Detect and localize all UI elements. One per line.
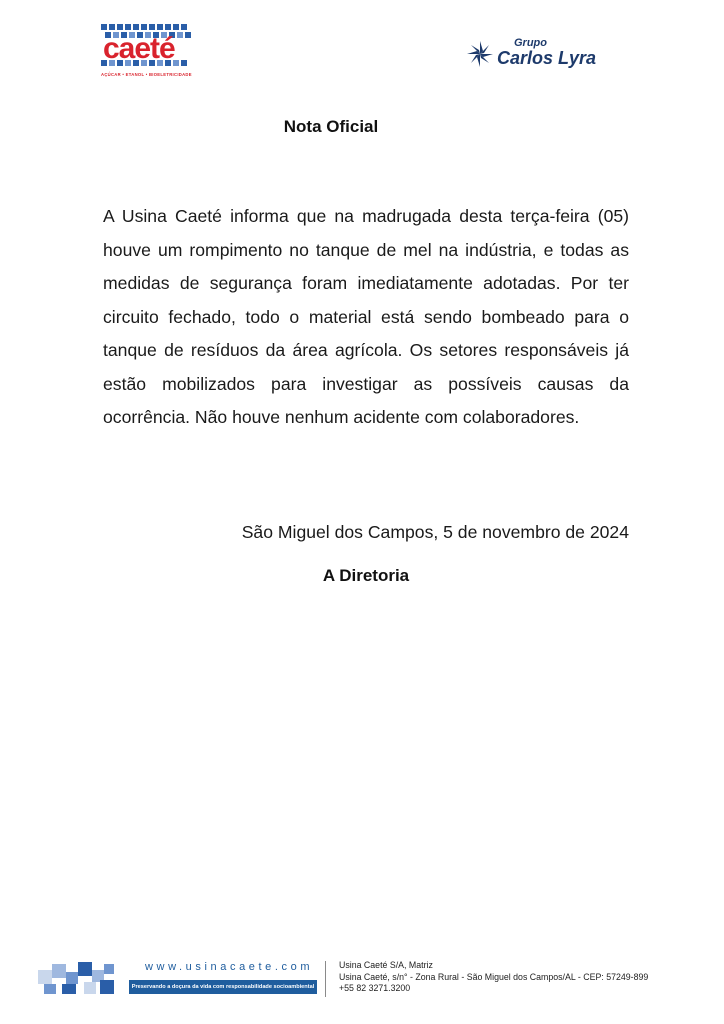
star-burst-icon [466,40,494,68]
address-line: Usina Caeté S/A, Matriz [339,960,433,970]
grupo-label: Grupo [514,37,547,49]
website-link[interactable]: www.usinacaete.com [145,961,314,973]
grupo-carlos-lyra-logo [466,38,616,72]
footer-divider [325,961,326,997]
caete-wordmark: caeté [103,32,175,65]
document-body: A Usina Caeté informa que na madrugada desta terça-feira (05) houve um rompimento no tanque de mel na indústria, e todas as medidas de segurança foram imediatamente adotadas. Por ter circuito fechado, todo o material está sendo bombeado para o tanque de resíduos da área agrícola. Os setores responsáveis já estão mobilizados para investigar as possíveis causas da ocorrência. Não houve nenhum acidente com colaboradores. [103,206,629,427]
document-title: Nota Oficial [283,117,379,136]
company-name: Carlos Lyra [497,48,597,68]
footer-slogan: Preservando a doçura da vida com responsabilidade socioambiental [131,984,315,990]
address-line: Usina Caeté, s/n° - Zona Rural - São Miguel dos Campos/AL - CEP: 57249-899 [339,971,649,982]
caete-tagline: AÇÚCAR • ETANOL • BIOELETRICIDADE [101,72,192,77]
footer-address [339,960,648,995]
usina-caete-logo [101,24,193,80]
place-and-date: São Miguel dos Campos, 5 de novembro de 2024 [241,522,629,542]
signature: A Diretoria [322,566,410,585]
phone-number: +55 82 3271.3200 [339,983,411,993]
